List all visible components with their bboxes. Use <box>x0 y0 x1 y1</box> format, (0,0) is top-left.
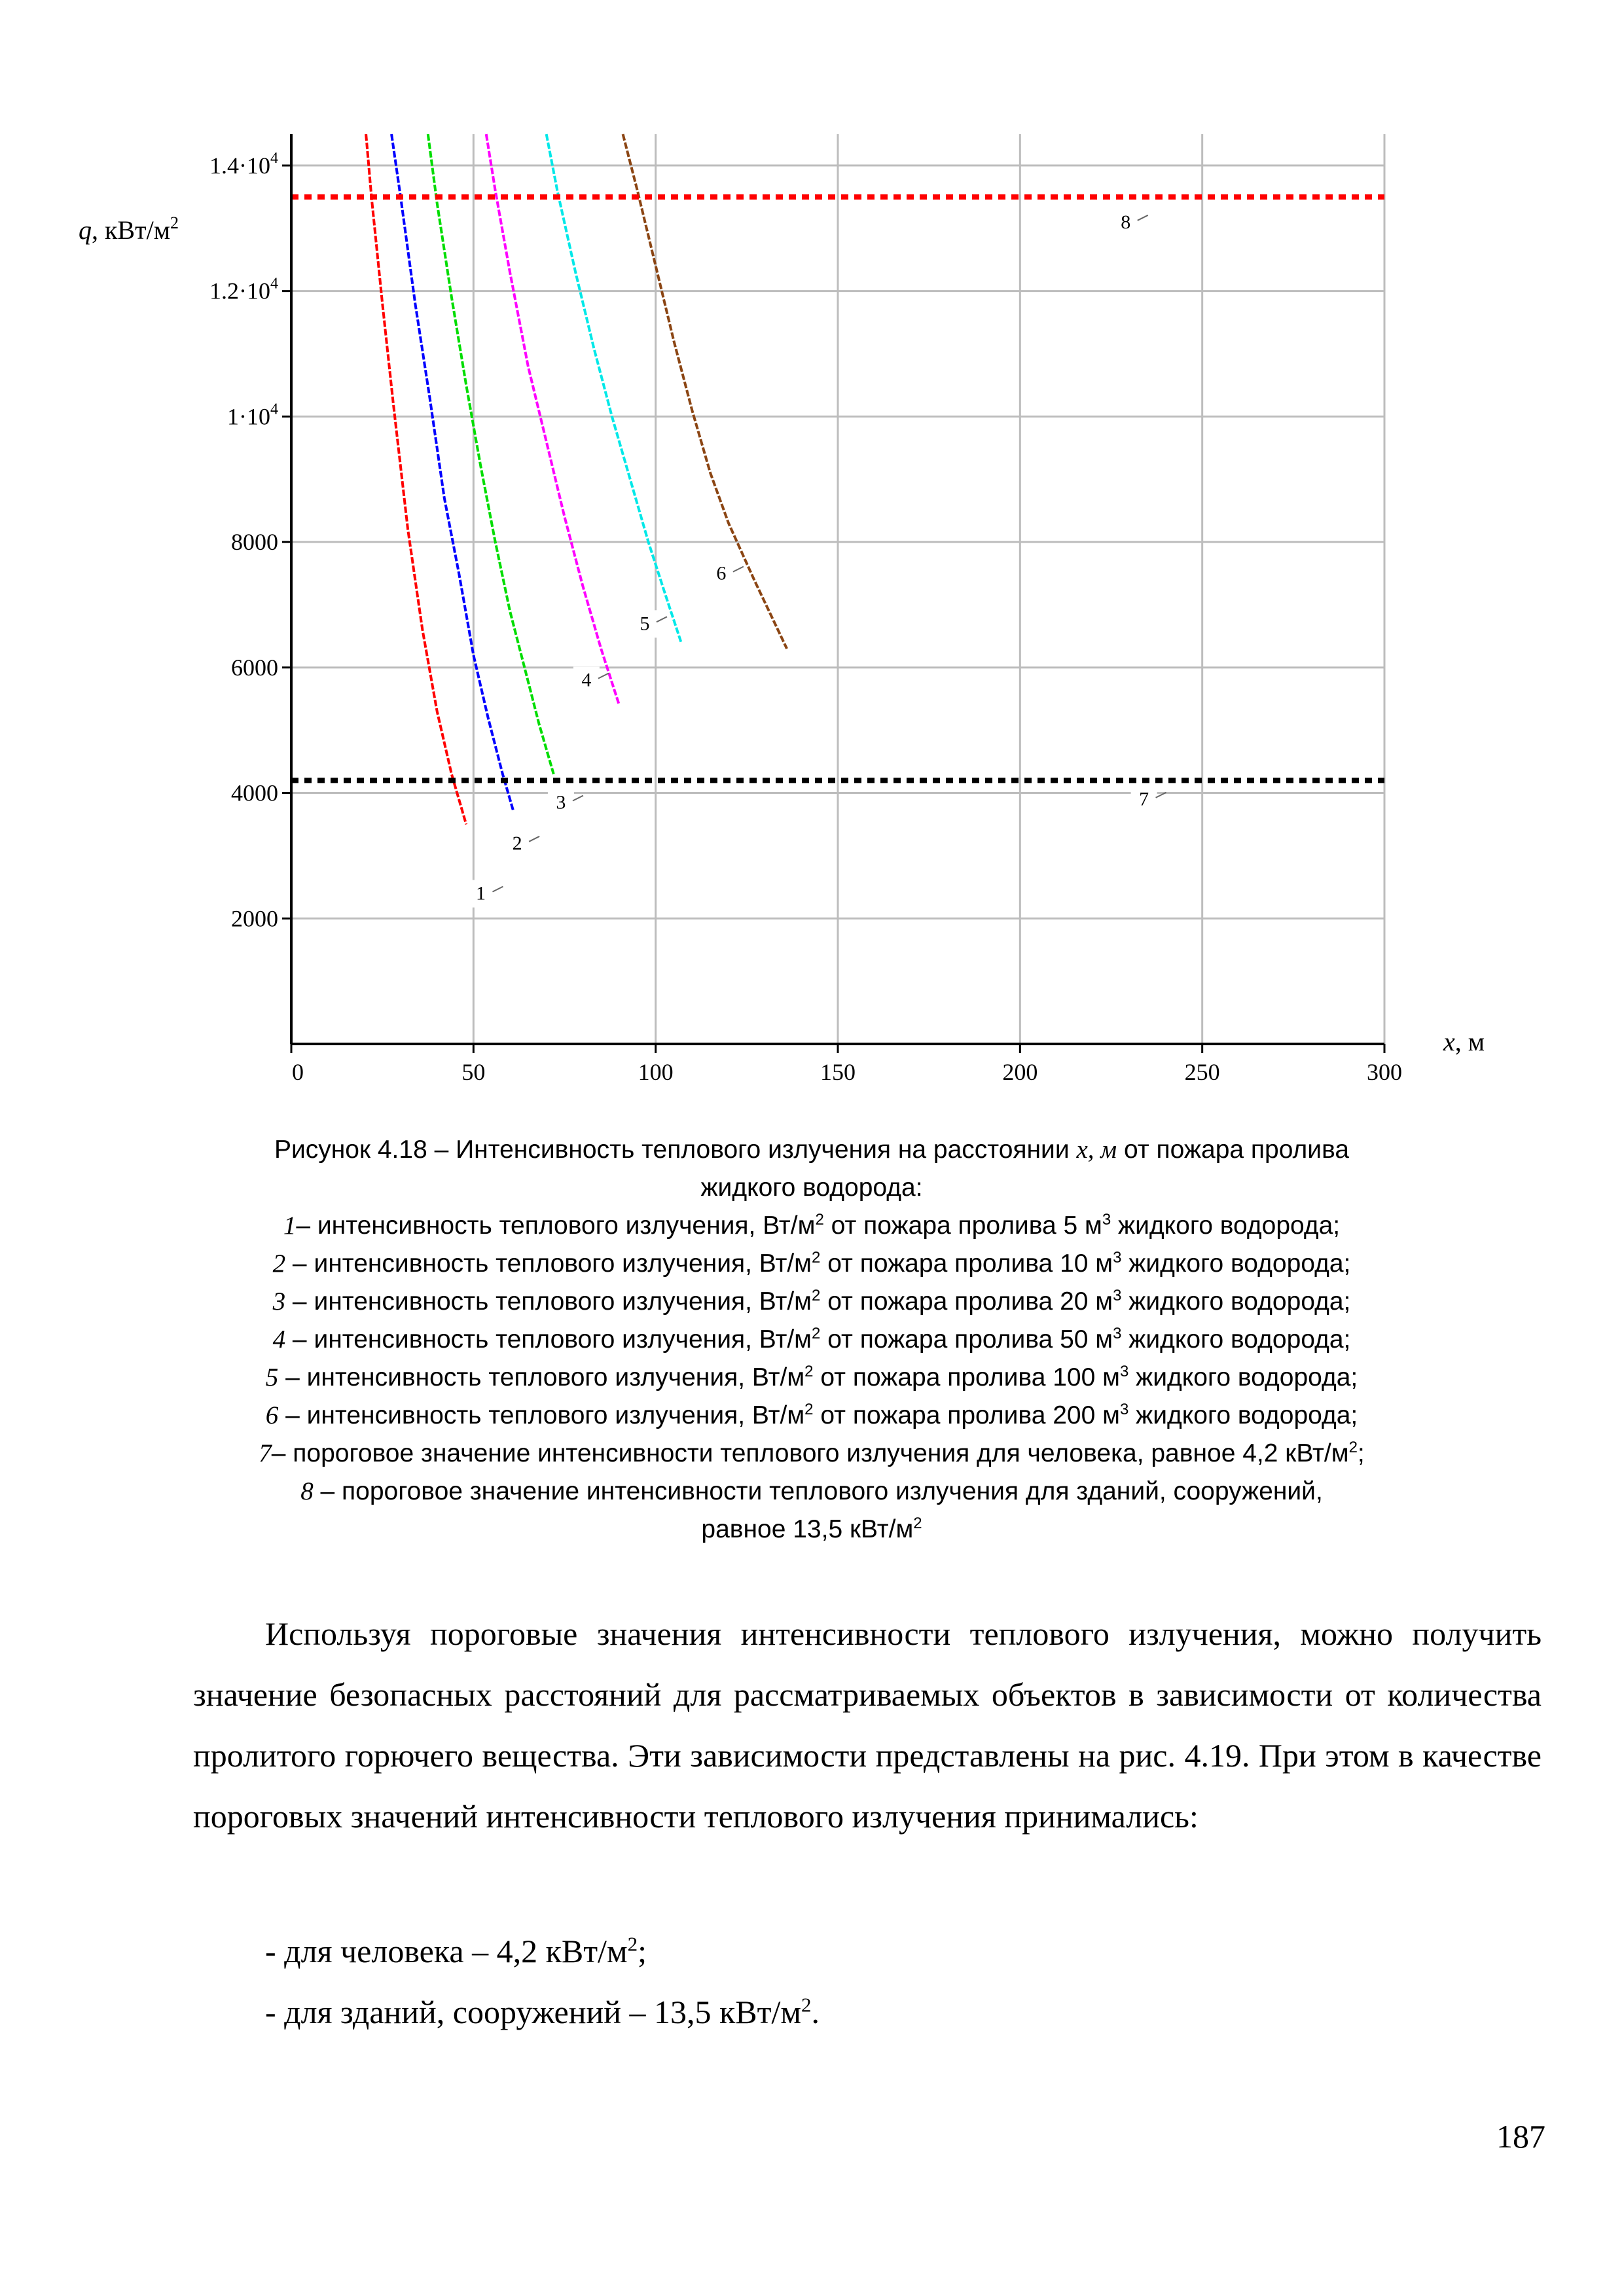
y-tick-label: $1.4\cdot 10^4$ <box>209 149 278 179</box>
series-line-5 <box>547 134 681 643</box>
curve-label-7: 7 <box>1139 788 1149 810</box>
series-line-2 <box>391 134 514 812</box>
series-line-6 <box>623 134 787 649</box>
curve-label-2: 2 <box>512 832 522 854</box>
series-line-1 <box>366 134 466 825</box>
caption-title-line2: жидкого водорода: <box>700 1174 923 1202</box>
caption-item-3: 3 – интенсивность теплового излучения, $Вт/м^2$ от пожара пролива 20 $м^3$ жидкого водорода; <box>272 1287 1351 1316</box>
caption-item-4: 4 – интенсивность теплового излучения, $Вт/м^2$ от пожара пролива 50 $м^3$ жидкого водорода; <box>272 1325 1351 1354</box>
curve-label-1: 1 <box>475 882 486 905</box>
curve-label-5: 5 <box>640 613 650 635</box>
y-tick-label: 4000 <box>231 780 278 806</box>
curve-label-6: 6 <box>716 562 727 584</box>
chart-grid <box>291 134 1384 1044</box>
y-tick-label: $1\cdot 10^4$ <box>227 401 278 430</box>
x-tick-label: 100 <box>638 1059 674 1085</box>
curve-label-leader <box>1138 215 1148 221</box>
curve-label-3: 3 <box>556 791 566 814</box>
curve-label-8: 8 <box>1121 211 1131 233</box>
x-tick-label: 300 <box>1367 1059 1402 1085</box>
curve-label-leader <box>492 887 503 892</box>
figure-caption <box>151 1131 1473 1549</box>
x-tick-label: 150 <box>820 1059 856 1085</box>
y-tick-label: 2000 <box>231 905 278 932</box>
figure-chart <box>0 0 1624 1113</box>
x-axis-label: x, м <box>1443 1027 1485 1056</box>
caption-item-2: 2 – интенсивность теплового излучения, $Вт/м^2$ от пожара пролива 10 $м^3$ жидкого водорода; <box>272 1249 1351 1278</box>
caption-item-1: 1– интенсивность теплового излучения, $Вт/м^2$ от пожара пролива 5 $м^3$ жидкого водорода; <box>283 1211 1341 1240</box>
caption-item-8-line2: равное 13,5 кВт/$м^2$ <box>701 1515 922 1543</box>
caption-item-8: 8 – пороговое значение интенсивности теплового излучения для зданий, сооружений, <box>300 1477 1323 1505</box>
y-tick-label: 6000 <box>231 654 278 681</box>
page-number: 187 <box>1496 2118 1545 2155</box>
chart-series-group <box>366 134 787 825</box>
series-line-4 <box>486 134 619 705</box>
curve-label-leader <box>733 567 744 572</box>
curve-label-leader <box>657 617 667 622</box>
x-tick-label: 250 <box>1184 1059 1220 1085</box>
y-axis-label: q, кВт/$м^2$ <box>79 213 179 245</box>
series-line-3 <box>428 134 554 774</box>
curve-label-4: 4 <box>581 669 592 691</box>
chart-axes <box>209 134 1402 1085</box>
caption-title: Рисунок 4.18 – Интенсивность теплового излучения на расстоянии x, м от пожара пролива <box>274 1136 1350 1164</box>
caption-item-6: 6 – интенсивность теплового излучения, $Вт/м^2$ от пожара пролива 200 $м^3$ жидкого водорода; <box>265 1401 1358 1429</box>
curve-label-leader <box>573 796 583 801</box>
y-tick-label: 8000 <box>231 529 278 556</box>
y-tick-label: $1.2\cdot 10^4$ <box>209 275 278 304</box>
chart-curve-labels <box>467 209 1166 908</box>
caption-item-7: 7– пороговое значение интенсивности теплового излучения для человека, равное 4,2 кВт/$м^2$; <box>259 1439 1365 1467</box>
caption-item-5: 5 – интенсивность теплового излучения, $Вт/м^2$ от пожара пролива 100 $м^3$ жидкого водорода; <box>265 1363 1358 1391</box>
body-list-item-buildings: - для зданий, сооружений – 13,5 кВт/$м^2$. <box>265 1993 820 2030</box>
curve-label-leader <box>598 673 609 679</box>
body-paragraph: Используя пороговые значения интенсивности теплового излучения, можно получить значение безопасных расстояний для рассматриваемых объектов в зависимости от количества пролитого горючего вещества. Эти зависимости представлены на рис. 4.19. При этом в качестве пороговых значений интенсивности теплового излучения принимались: <box>193 1615 1542 1835</box>
x-tick-label: 50 <box>461 1059 486 1085</box>
curve-label-leader <box>529 836 539 842</box>
body-list-item-person: - для человека – 4,2 кВт/$м^2$; <box>265 1932 647 1969</box>
x-tick-label: 0 <box>292 1059 304 1085</box>
x-tick-label: 200 <box>1002 1059 1038 1085</box>
